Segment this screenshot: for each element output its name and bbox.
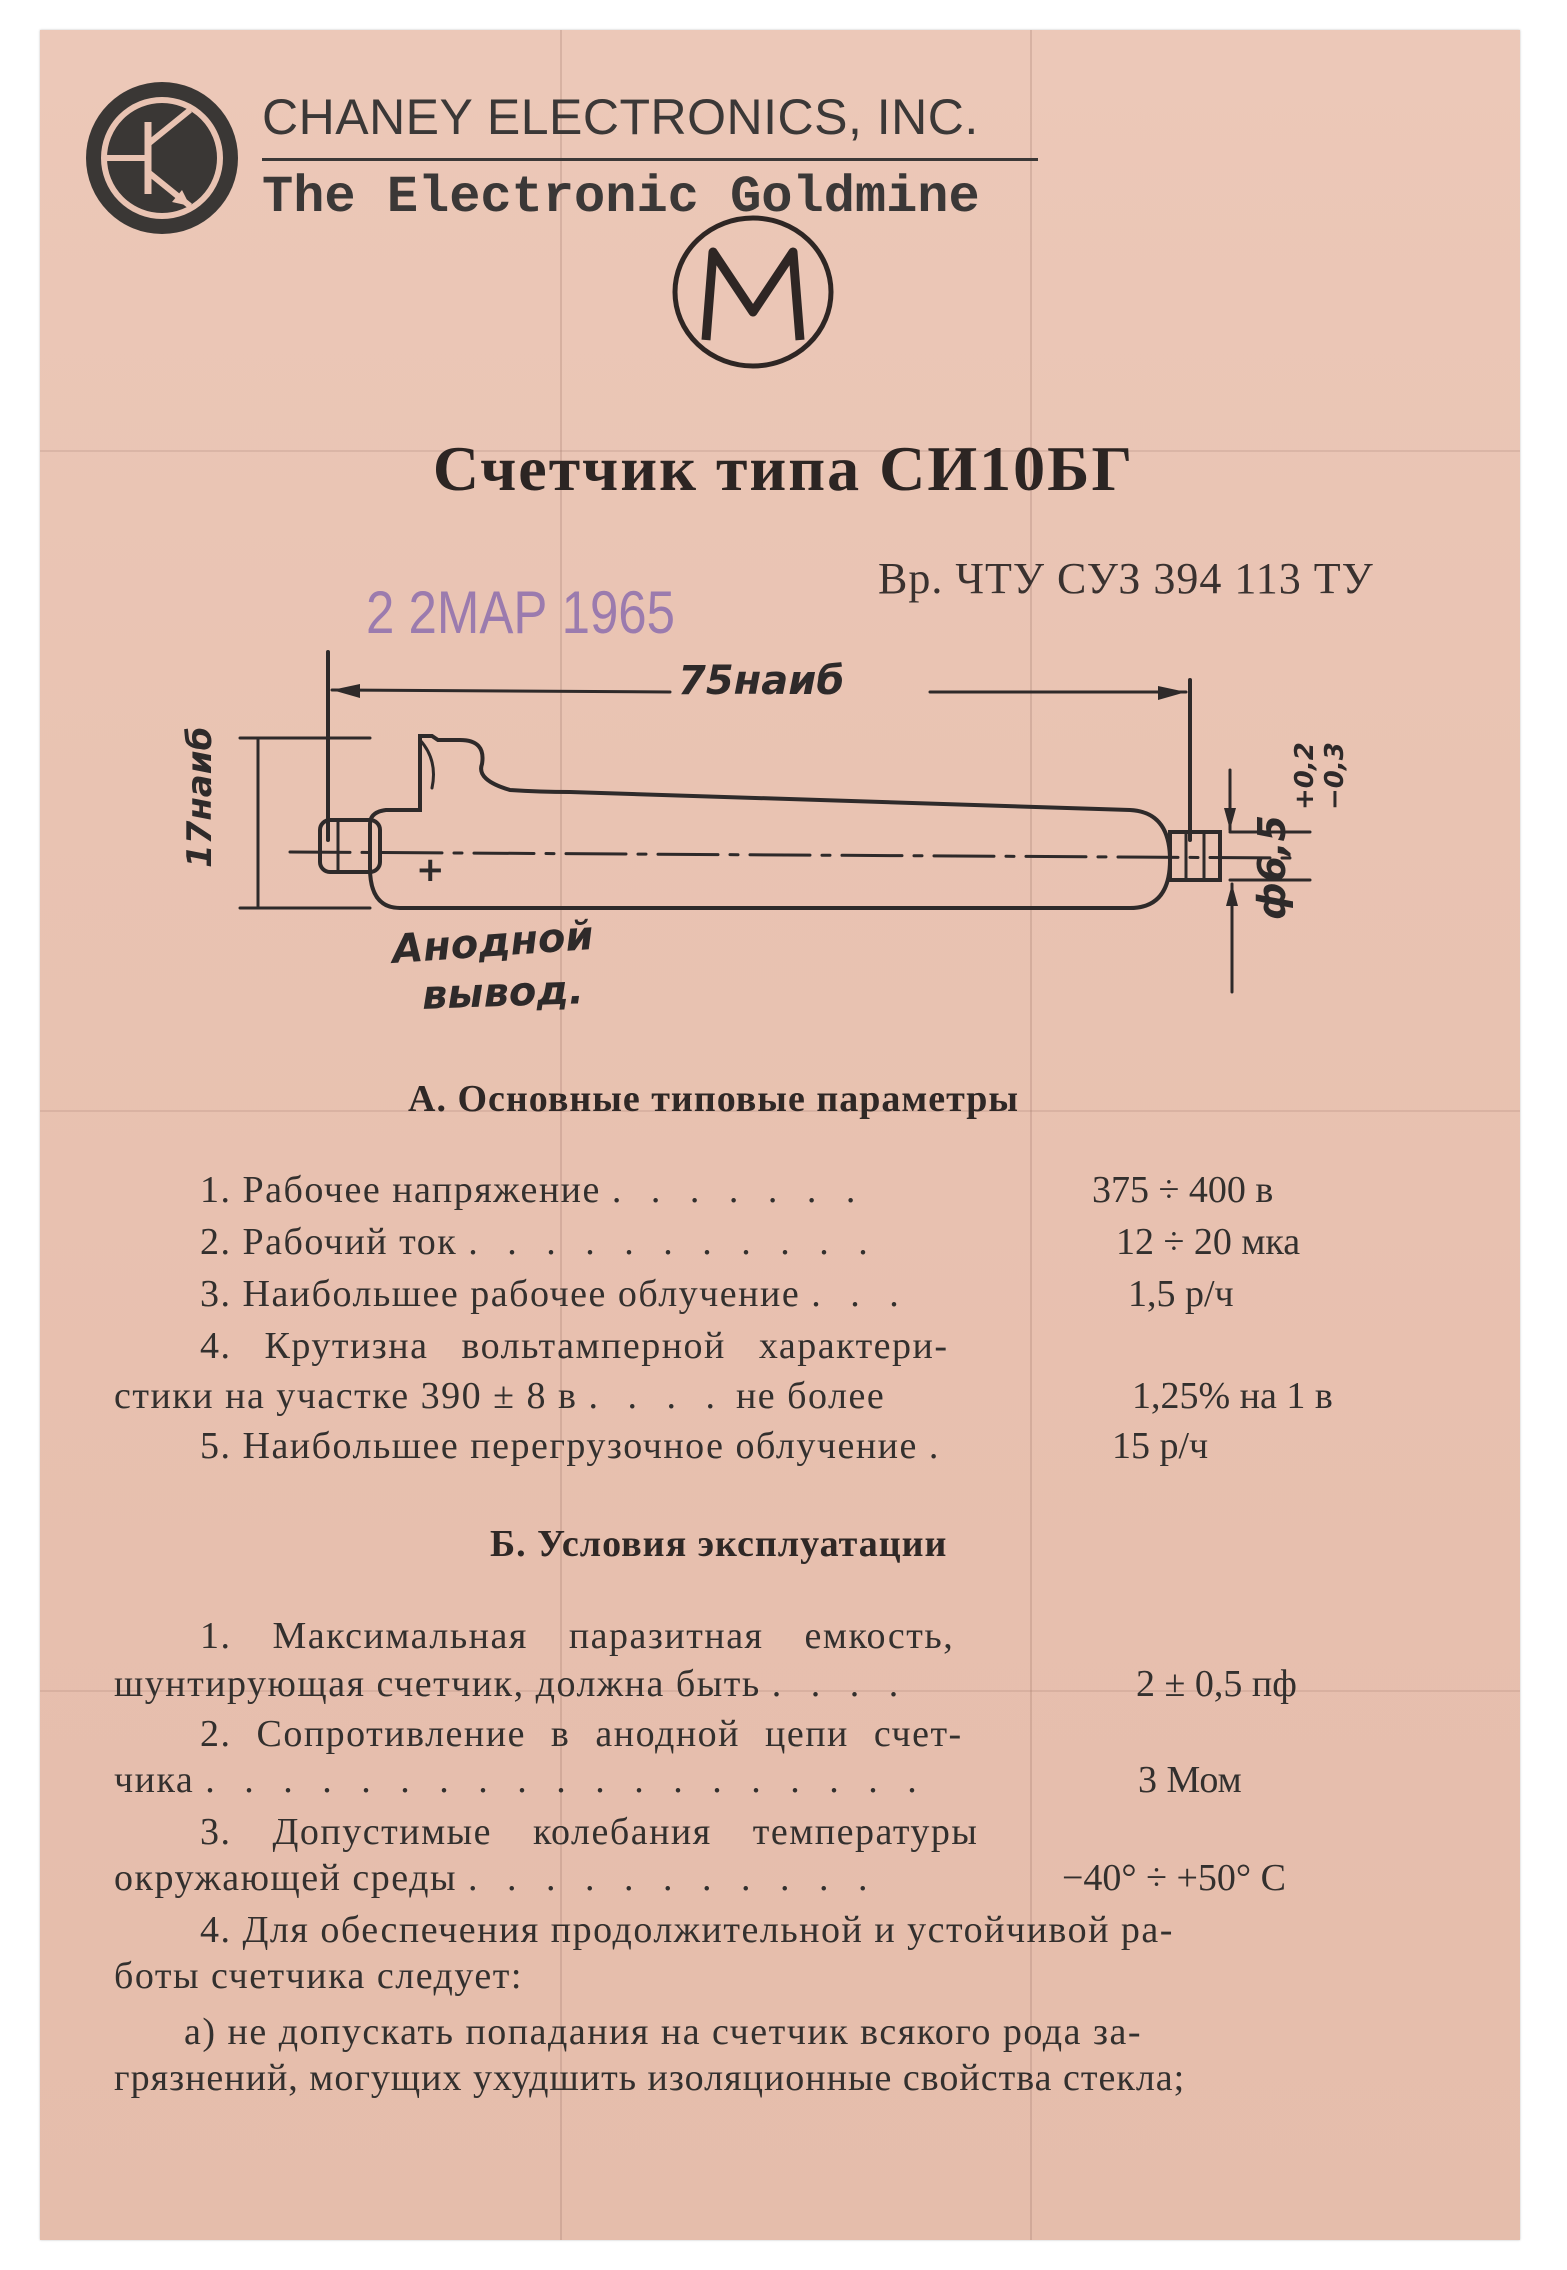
section-a-heading: А. Основные типовые параметры <box>408 1078 1020 1120</box>
condition-value: −40° ÷ +50° С <box>1062 1857 1286 1899</box>
condition-label-cont: окружающей среды <box>114 1857 458 1899</box>
pin-tolerance-label: +0,2 −0,3 <box>1290 742 1350 810</box>
header-divider <box>262 158 1038 161</box>
param-label: 1. Рабочее напряжение <box>200 1169 601 1211</box>
condition-label: 4. Для обеспечения продолжительной и устойчивой ра- <box>200 1909 1174 1951</box>
param-row <box>200 1272 909 1316</box>
leader-dots: . . . <box>811 1273 909 1315</box>
leader-dots: . . . . <box>588 1375 725 1417</box>
leader-dots: . . . . . . . . . . . <box>468 1221 878 1263</box>
param-value: 1,25% на 1 в <box>1132 1375 1333 1417</box>
param-row <box>200 1424 948 1468</box>
leader-dots: . . . . <box>771 1663 909 1705</box>
leader-dots: . . . . . . . . . . . . . . . . . . . <box>205 1759 927 1801</box>
tube-drawing <box>170 640 1360 1045</box>
date-stamp: 2 2МАР 1965 <box>366 579 676 646</box>
spec-reference: Вр. ЧТУ СУЗ 394 113 ТУ <box>878 554 1374 603</box>
param-label-cont: стики на участке 390 ± 8 в <box>114 1375 578 1417</box>
factory-emblem-icon <box>668 212 838 377</box>
condition-row <box>114 1856 878 1900</box>
plus-sign: + <box>416 850 445 890</box>
diameter-label: 17наиб <box>180 726 220 868</box>
company-subtitle: The Electronic Goldmine <box>262 168 980 227</box>
condition-label: 3. Допустимые колебания температуры <box>200 1811 979 1853</box>
param-row <box>114 1374 885 1418</box>
leader-dots: . . . . . . . <box>611 1169 866 1211</box>
param-label: 4. Крутизна вольтамперной характери- <box>200 1325 949 1367</box>
condition-label: 2. Сопротивление в анодной цепи счет- <box>200 1713 963 1755</box>
param-row <box>200 1168 865 1212</box>
param-label: 3. Наибольшее рабочее облучение <box>200 1273 801 1315</box>
param-value: 375 ÷ 400 в <box>1092 1169 1274 1211</box>
param-qualifier: не более <box>735 1375 886 1417</box>
param-label: 2. Рабочий ток <box>200 1221 458 1263</box>
condition-row <box>114 1758 927 1802</box>
param-value: 15 р/ч <box>1112 1425 1209 1467</box>
param-value: 12 ÷ 20 мка <box>1116 1221 1301 1263</box>
condition-value: 2 ± 0,5 пф <box>1136 1663 1297 1705</box>
condition-label: 1. Максимальная паразитная емкость, <box>200 1615 955 1657</box>
condition-label: а) не допускать попадания на счетчик всякого рода за- <box>184 2011 1143 2053</box>
document-title: Счетчик типа СИ10БГ <box>432 433 1135 504</box>
anode-label-line2: вывод. <box>421 967 585 1019</box>
length-label: 75наиб <box>678 658 845 704</box>
condition-label-cont: шунтирующая счетчик, должна быть <box>114 1663 761 1705</box>
transistor-logo-icon <box>86 82 238 234</box>
pin-diameter-label: ф6,5 <box>1250 814 1294 920</box>
param-value: 1,5 р/ч <box>1128 1273 1234 1315</box>
condition-value: 3 Мом <box>1138 1759 1242 1801</box>
company-name: CHANEY ELECTRONICS, INC. <box>262 89 979 145</box>
leader-dots: . . . . . . . . . . . <box>468 1857 878 1899</box>
condition-label-cont: боты счетчика следует: <box>114 1955 523 1997</box>
condition-label-cont: чика <box>114 1759 195 1801</box>
section-b-heading: Б. Условия эксплуатации <box>490 1523 948 1565</box>
param-row <box>200 1220 878 1264</box>
leader-dots: . <box>928 1425 949 1467</box>
condition-row <box>114 1662 908 1706</box>
condition-label-cont: грязнений, могущих ухудшить изоляционные свойства стекла; <box>114 2057 1186 2099</box>
anode-label-line1: Анодной <box>390 913 595 973</box>
param-label: 5. Наибольшее перегрузочное облучение <box>200 1425 918 1467</box>
